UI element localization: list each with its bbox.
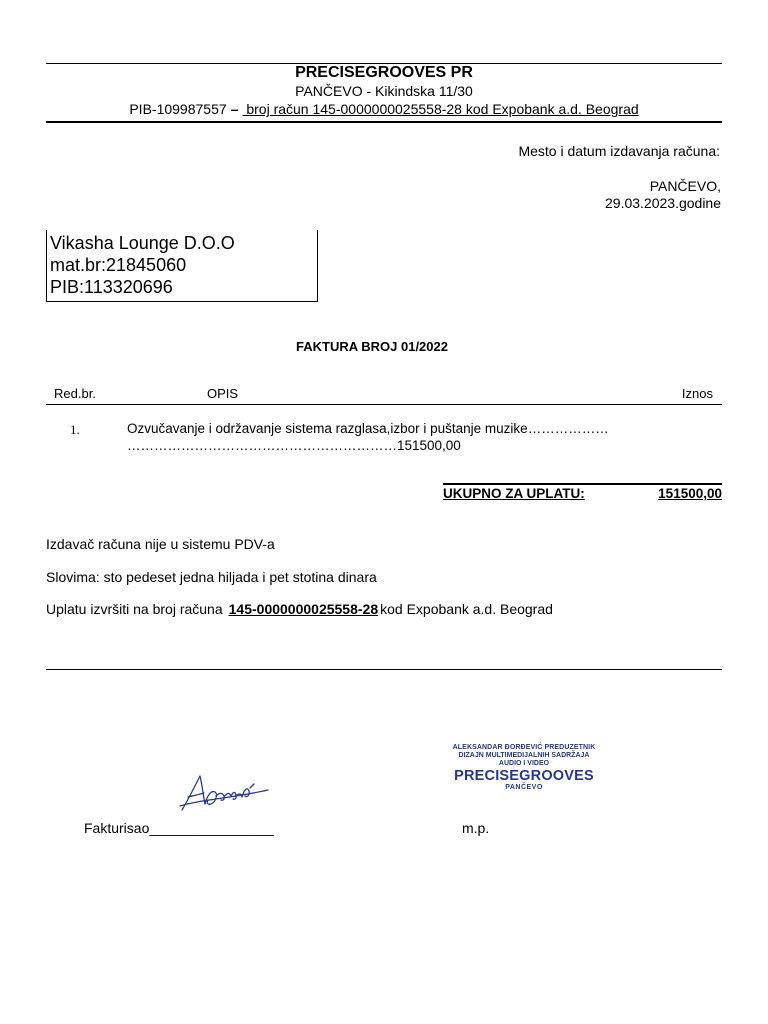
invoice-title: FAKTURA BROJ 01/2022 bbox=[296, 339, 448, 354]
place-date-label: Mesto i datum izdavanja računa: bbox=[518, 143, 720, 159]
issue-date: 29.03.2023.godine bbox=[605, 195, 721, 211]
buyer-name: Vikasha Lounge D.O.O bbox=[50, 233, 235, 253]
amount-in-words: Slovima: sto pedeset jedna hiljada i pet stotina dinara bbox=[46, 569, 377, 585]
stamp-line: DIZAJN MULTIMEDIJALNIH SADRŽAJA bbox=[458, 752, 590, 759]
stamp-city: PANČEVO bbox=[505, 784, 543, 791]
column-header-number: Red.br. bbox=[54, 386, 96, 401]
vat-note: Izdavač računa nije u sistemu PDV-a bbox=[46, 536, 275, 552]
item-number: 1. bbox=[70, 422, 80, 437]
column-header-amount: Iznos bbox=[681, 386, 713, 401]
payment-prefix: Uplatu izvršiti na broj računa bbox=[46, 601, 223, 617]
buyer-mat-br: mat.br:21845060 bbox=[50, 255, 187, 275]
item-description-line: Ozvučavanje i održavanje sistema razglasa,izbor i puštanje muzike……………… bbox=[127, 421, 609, 436]
issued-by: Fakturisao________________ bbox=[84, 820, 274, 836]
item-description bbox=[127, 420, 609, 454]
company-name: PRECISEGROOVES PR bbox=[295, 64, 473, 81]
seal-place: m.p. bbox=[462, 820, 490, 836]
column-header-description: OPIS bbox=[207, 386, 239, 401]
company-bank-account: broj račun 145-0000000025558-28 kod Expobank a.d. Beograd bbox=[242, 101, 639, 117]
total-label: UKUPNO ZA UPLATU: bbox=[443, 486, 585, 501]
handwritten-signature bbox=[178, 770, 274, 814]
company-address: PANČEVO - Kikindska 11/30 bbox=[295, 83, 473, 99]
total-row bbox=[443, 486, 722, 501]
total-rule bbox=[443, 483, 722, 485]
stamp-line: ALEKSANDAR ĐORĐEVIĆ PREDUZETNIK bbox=[452, 744, 596, 751]
company-stamp bbox=[449, 744, 599, 792]
payment-suffix: kod Expobank a.d. Beograd bbox=[380, 601, 553, 617]
table-header-rule bbox=[46, 404, 722, 405]
payment-instruction bbox=[46, 601, 553, 617]
stamp-line: AUDIO I VIDEO bbox=[498, 760, 550, 767]
buyer-box bbox=[46, 230, 318, 302]
company-ids bbox=[0, 101, 768, 117]
payment-account: 145-0000000025558-28 bbox=[228, 601, 379, 617]
stamp-company-name: PRECISEGROOVES bbox=[454, 768, 594, 784]
total-value: 151500,00 bbox=[658, 486, 722, 501]
company-pib: PIB-109987557 bbox=[129, 101, 227, 117]
header-bottom-rule bbox=[46, 121, 722, 123]
separator-dash: – bbox=[230, 101, 239, 117]
place-city: PANČEVO, bbox=[649, 178, 721, 194]
footer-rule bbox=[46, 669, 722, 670]
buyer-pib: PIB:113320696 bbox=[50, 277, 173, 297]
item-description-line: ……………………………………………………151500,00 bbox=[127, 438, 461, 453]
